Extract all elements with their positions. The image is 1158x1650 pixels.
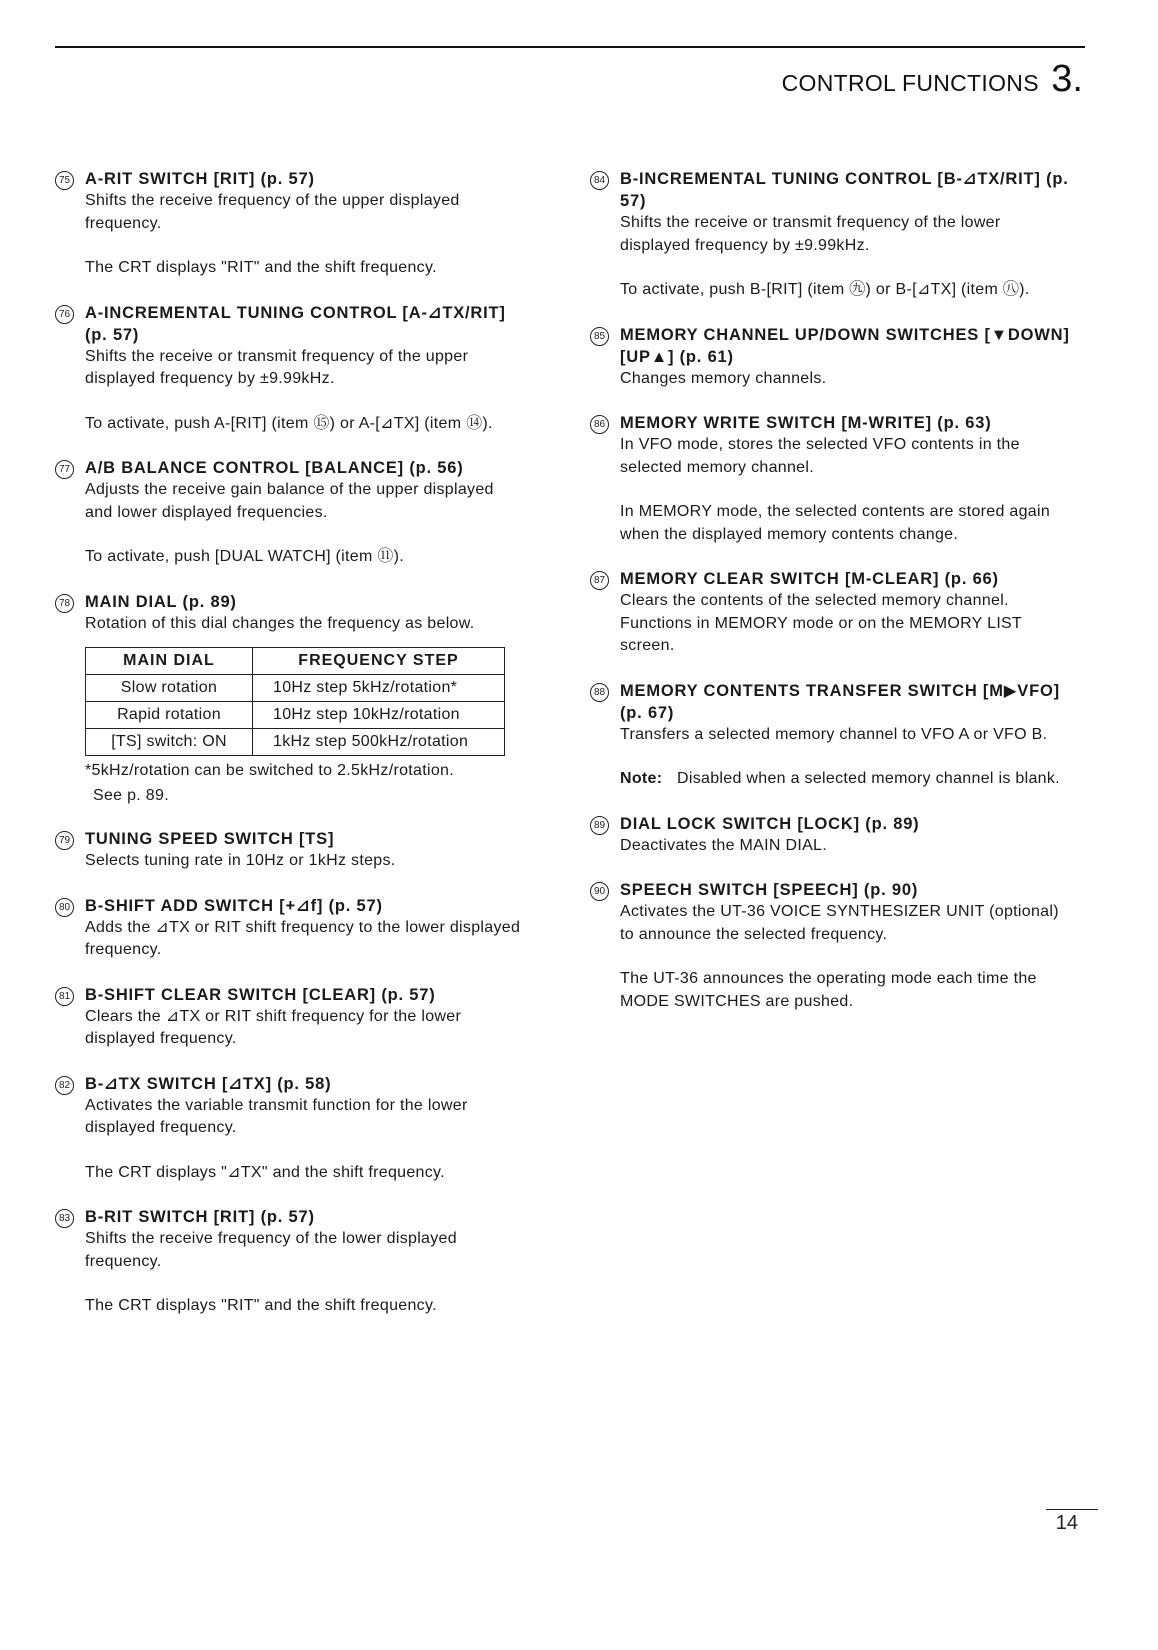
item-title: A/B BALANCE CONTROL [BALANCE] (p. 56) — [85, 459, 464, 477]
table-footnote-ref: See p. 89. — [93, 787, 169, 804]
item-number-badge: 88 — [590, 683, 609, 702]
item-title: A-RIT SWITCH [RIT] (p. 57) — [85, 170, 315, 188]
item-79 — [55, 828, 525, 873]
item-title: B-RIT SWITCH [RIT] (p. 57) — [85, 1208, 315, 1226]
item-78 — [55, 591, 525, 807]
item-title: B-⊿TX SWITCH [⊿TX] (p. 58) — [85, 1074, 332, 1093]
item-title: MEMORY CLEAR SWITCH [M-CLEAR] (p. 66) — [620, 570, 999, 588]
right-column — [590, 168, 1075, 1035]
item-number-badge: 86 — [590, 415, 609, 434]
left-column — [55, 168, 525, 1340]
table-cell: 10Hz step 5kHz/rotation* — [253, 675, 505, 702]
note-text: Disabled when a selected memory channel is blank. — [677, 770, 1060, 787]
item-76 — [55, 302, 525, 436]
table-cell: Rapid rotation — [86, 702, 253, 729]
item-title: SPEECH SWITCH [SPEECH] (p. 90) — [620, 881, 919, 899]
item-number-badge: 82 — [55, 1076, 74, 1095]
item-number-badge: 85 — [590, 327, 609, 346]
item-82 — [55, 1073, 525, 1185]
top-rule — [55, 46, 1085, 48]
item-text: Adjusts the receive gain balance of the upper displayed and lower displayed frequencies. — [85, 481, 494, 521]
item-text: The CRT displays "⊿TX" and the shift frequency. — [85, 1163, 445, 1181]
item-number-badge: 83 — [55, 1209, 74, 1228]
item-title: MEMORY WRITE SWITCH [M-WRITE] (p. 63) — [620, 414, 992, 432]
table-cell: Slow rotation — [86, 675, 253, 702]
item-text: To activate, push A-[RIT] (item ⑮) or A-[⊿TX] (item ⑭). — [85, 414, 493, 432]
item-text: To activate, push B-[RIT] (item ㊈) or B-[⊿TX] (item ㊇). — [620, 281, 1030, 298]
section-title: CONTROL FUNCTIONS — [781, 70, 1039, 96]
item-text: Deactivates the MAIN DIAL. — [620, 836, 827, 854]
table-header-cell: MAIN DIAL — [86, 648, 253, 675]
item-title: B-SHIFT CLEAR SWITCH [CLEAR] (p. 57) — [85, 985, 436, 1004]
item-86 — [590, 412, 1075, 546]
item-title: MEMORY CHANNEL UP/DOWN SWITCHES [▼DOWN] [UP▲] (p. 61) — [620, 325, 1070, 366]
table-cell: 10Hz step 10kHz/rotation — [253, 702, 505, 729]
item-text: To activate, push [DUAL WATCH] (item ⑪). — [85, 548, 405, 565]
item-84 — [590, 168, 1075, 302]
item-number-badge: 79 — [55, 831, 74, 850]
item-text: Adds the ⊿TX or RIT shift frequency to the lower displayed frequency. — [85, 918, 521, 958]
page-header — [782, 58, 1083, 101]
item-77 — [55, 457, 525, 569]
note — [620, 768, 1075, 791]
item-text: Shifts the receive or transmit frequency of the upper displayed frequency by ±9.99kHz. — [85, 347, 469, 387]
item-text: In MEMORY mode, the selected contents are stored again when the displayed memory contents change. — [620, 503, 1051, 543]
item-text: In VFO mode, stores the selected VFO contents in the selected memory channel. — [620, 436, 1020, 476]
main-dial-table — [85, 647, 505, 756]
item-text: Shifts the receive frequency of the upper displayed frequency. — [85, 192, 460, 232]
item-89 — [590, 813, 1075, 858]
item-text: Rotation of this dial changes the frequency as below. — [85, 614, 475, 632]
page-number-rule — [1046, 1509, 1098, 1510]
item-title: MAIN DIAL (p. 89) — [85, 592, 237, 611]
item-text: Selects tuning rate in 10Hz or 1kHz steps. — [85, 852, 396, 869]
item-title: TUNING SPEED SWITCH [TS] — [85, 830, 335, 848]
item-number-badge: 76 — [55, 305, 74, 324]
item-title: MEMORY CONTENTS TRANSFER SWITCH [M▶VFO] (p. 67) — [620, 681, 1060, 722]
item-87 — [590, 568, 1075, 658]
item-number-badge: 78 — [55, 594, 74, 613]
item-title: B-INCREMENTAL TUNING CONTROL [B-⊿TX/RIT] (p. 57) — [620, 170, 1069, 210]
chapter-number: 3. — [1051, 58, 1083, 100]
table-cell: 1kHz step 500kHz/rotation — [253, 729, 505, 756]
item-number-badge: 87 — [590, 571, 609, 590]
table-header-cell: FREQUENCY STEP — [253, 648, 505, 675]
item-text: The UT-36 announces the operating mode each time the MODE SWITCHES are pushed. — [620, 970, 1037, 1010]
item-number-badge: 80 — [55, 898, 74, 917]
item-text: The CRT displays "RIT" and the shift frequency. — [85, 259, 437, 276]
table-row — [86, 675, 505, 702]
item-81 — [55, 984, 525, 1051]
item-83 — [55, 1206, 525, 1318]
table-row — [86, 729, 505, 756]
page-number: 14 — [1055, 1512, 1078, 1534]
table-footnote: *5kHz/rotation can be switched to 2.5kHz/rotation. — [85, 762, 454, 779]
item-80 — [55, 895, 525, 962]
item-75 — [55, 168, 525, 280]
table-row — [86, 702, 505, 729]
item-number-badge: 84 — [590, 171, 609, 190]
item-title: DIAL LOCK SWITCH [LOCK] (p. 89) — [620, 814, 920, 833]
item-number-badge: 89 — [590, 816, 609, 835]
note-label: Note: — [620, 770, 663, 787]
item-85 — [590, 324, 1075, 391]
item-text: Transfers a selected memory channel to VFO A or VFO B. — [620, 725, 1048, 743]
item-text: Shifts the receive or transmit frequency of the lower displayed frequency by ±9.99kHz. — [620, 214, 1001, 254]
table-header-row — [86, 648, 505, 675]
item-88 — [590, 680, 1075, 791]
item-text: Activates the UT-36 VOICE SYNTHESIZER UNIT (optional) to announce the selected frequency. — [620, 903, 1059, 943]
item-number-badge: 90 — [590, 882, 609, 901]
item-title: B-SHIFT ADD SWITCH [+⊿f] (p. 57) — [85, 896, 383, 915]
item-90 — [590, 879, 1075, 1013]
item-text: Clears the ⊿TX or RIT shift frequency for the lower displayed frequency. — [85, 1007, 462, 1047]
item-text: The CRT displays "RIT" and the shift frequency. — [85, 1297, 437, 1314]
item-text: Shifts the receive frequency of the lower displayed frequency. — [85, 1230, 457, 1270]
item-text: Activates the variable transmit function for the lower displayed frequency. — [85, 1096, 468, 1136]
table-cell: [TS] switch: ON — [86, 729, 253, 756]
item-number-badge: 77 — [55, 460, 74, 479]
item-number-badge: 75 — [55, 171, 74, 190]
item-text: Changes memory channels. — [620, 369, 827, 387]
item-title: A-INCREMENTAL TUNING CONTROL [A-⊿TX/RIT] (p. 57) — [85, 303, 506, 344]
item-text: Clears the contents of the selected memory channel. Functions in MEMORY mode or on the MEMORY LIST screen. — [620, 592, 1022, 654]
item-number-badge: 81 — [55, 987, 74, 1006]
